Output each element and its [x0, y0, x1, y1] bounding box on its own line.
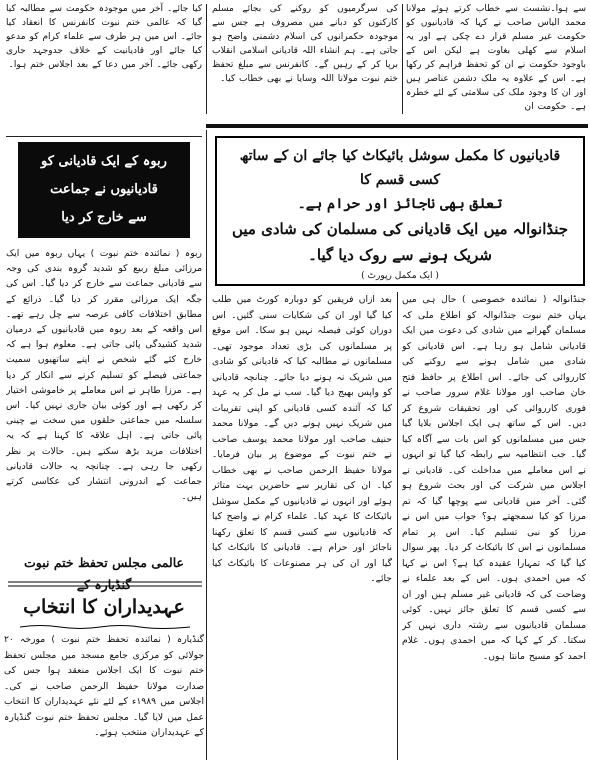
left-article-text: ربوہ ( نمائندہ ختم نبوت ) یہاں ربوہ میں ایک مرزائی مبلغ ربیع کو شدید گروہ بندی کی وجہ سے قادیانی جماعت سے خارج کر دیا گیا۔ اس کی جگہ ایک مرزائی مقرر کر دیا گیا۔ ذرائع کے مطابق اختلافات کافی عرصہ سے چل رہے تھے۔ اس واقعہ کے بعد ربوہ میں قادیانیوں کے درمیان شدید کشیدگی پائی جاتی ہے۔ معلوم ہوا ہے کہ خارج کئے گئے شخص نے اپنے ساتھیوں سمیت جماعتی فیصلے کو تسلیم کرنے سے انکار کر دیا ہے۔ مرزا طاہر نے اس معاملے پر خاموشی اختیار کر رکھی ہے اور کوئی بیان جاری نہیں کیا۔ اس سلسلہ میں جماعتی حلقوں میں سخت بے چینی پائی جاتی ہے۔ اہل علاقہ کا کہنا ہے کہ یہ اختلافات مزید بڑھ سکتے ہیں۔ حالات پر نظر رکھی جا رہی ہے۔ چنانچہ یہ حالات قادیانی جماعت کے اندرونی انتشار کی عکاسی کرتے ہیں۔	[6, 248, 202, 503]
heading-rule-decor	[8, 580, 202, 588]
top-left-text: کیا جائے۔ آخر میں موجودہ حکومت سے مطالبہ کیا گیا کہ عالمی ختم نبوت کانفرنس کا انعقاد کیا جائے۔ اس میں ہر طرف سے علماء کرام کو مدعو کیا جائے اور قادیانیت کے خلاف جدوجہد جاری رکھی جائے۔ آخر میں دعا کے بعد اجلاس ختم ہوا۔	[6, 4, 202, 70]
top-right-text: سے ہوا۔نشست سے خطاب کرتے ہوئے مولانا محمد الیاس صاحب نے کہا کہ قادیانیوں کو حکومت غیر مسلم قرار دے چکی ہے اور یہ اسلام سے کھلی بغاوت ہے لیکن اس کے باوجود حکومت نے ان کو تحفظ فراہم کر رکھا ہے۔ اس کے علاوہ یہ ملک دشمن عناصر ہیں اور ان کا وجود ملک کی سلامتی کے لئے خطرہ ہے۔ حکومت ان	[406, 4, 586, 112]
middle-article	[212, 292, 392, 760]
committee-heading-line-1: عالمی مجلس تحفظ ختم نبوت گنڈیارہ کے	[24, 555, 184, 592]
headline-line-3: جنڈانوالہ میں ایک قادیانی کی مسلمان کی شادی میں	[231, 220, 569, 238]
committee-article	[4, 632, 204, 760]
section-separator	[206, 124, 588, 128]
black-headline-box	[18, 142, 190, 238]
top-middle-text: کی سرگرمیوں کو روکنے کی بجائے مسلم کارکنوں کو دبانے میں مصروف ہے جس سے موجودہ حکمرانوں کی اسلام دشمنی واضح ہو جاتی ہے۔ ہم انشاء اللہ قادیانی اسلامی انقلاب برپا کر کے رہیں گے۔ کانفرنس سے مبلغ تحفظ ختم نبوت مولانا اللہ وسایا نے بھی خطاب کیا۔	[212, 4, 398, 84]
right-article	[402, 292, 586, 760]
column-divider	[206, 130, 207, 760]
left-top-rule	[6, 136, 202, 137]
column-divider	[206, 4, 207, 114]
headline-line-1: قادیانیوں کا مکمل سوشل بائیکاٹ کیا جائے ان کے ساتھ کسی قسم کا	[239, 148, 561, 188]
committee-article-text: گنڈیارہ ( نمائندہ تحفظ ختم نبوت ) مورخہ ۲۰ جولائی کو مرکزی جامع مسجد میں مجلس تحفظ ختم نبوت کا ایک اجلاس منعقد ہوا جس کی صدارت مولانا حفیظ الرحمن صاحب نے کی۔ اجلاس میں ۱۹۸۹ء کے لئے نئے عہدیداران کا انتخاب عمل میں لایا گیا۔ مجلس تحفظ ختم نبوت گنڈیارہ کے عہدیداران منتخب ہوئے۔	[4, 634, 204, 738]
headline-line-2: تعلق بھی ناجائز اور حرام ہے۔	[297, 196, 503, 212]
committee-heading	[4, 552, 204, 596]
top-middle-article	[212, 2, 398, 116]
headline-box	[215, 136, 585, 286]
headline-byline: ( ایک مکمل رپورٹ )	[361, 271, 439, 281]
top-right-article	[406, 2, 586, 116]
committee-heading-line-2: عہدیداران کا انتخاب	[23, 596, 185, 618]
right-article-text: جنڈانوالہ ( نمائندہ خصوصی ) حال ہی میں یہاں ختم نبوت جنڈانوالہ کو اطلاع ملی کہ مسلمان گھرانے میں شادی کی دعوت میں ایک قادیانی شامل ہو رہا ہے۔ اس قادیانی کو شادی میں شامل ہونے سے روکنے کی کارروائی کی جائے۔ اس اطلاع پر حافظ فتح خان صاحب اور مولانا غلام سرور صاحب نے فوری کارروائی کی اور تحقیقات شروع کر دیں۔ اس کے ساتھ ہی ایک اجلاس بلایا گیا جس میں مسلمانوں کو اس بات سے آگاہ کیا گیا۔ جب انتظامیہ سے رابطہ کیا گیا تو انہوں نے اس معاملے میں مداخلت کی۔ قادیانی نے اجلاس میں شرکت کی اور بحث شروع ہو گئی۔ آخر میں قادیانی سے پوچھا گیا کہ تم مرزا کو کیا سمجھتے ہو؟ جواب میں اس نے مرزا کو نبی تسلیم کیا۔ اس پر تمام مسلمانوں نے اس کا بائیکاٹ کر دیا۔ پھر سوال کیا گیا کہ تمہارا عقیدہ کیا ہے؟ اس نے کہا کہ میں احمدی ہوں۔ اس کے بعد علماء نے وضاحت کی کہ قادیانی غیر مسلم ہیں اور ان سے کسی قسم کا تعلق جائز نہیں۔ کوئی مسلمان قادیانیوں سے رشتہ داری نہیں کر سکتا۔ کر کے کہا کہ میں احمدی ہوں۔ غلام احمد کو مسیح مانتا ہوں۔	[402, 294, 586, 662]
column-divider	[397, 292, 398, 760]
black-headline-line-3: سے خارج کر دیا	[61, 210, 147, 225]
black-headline-line-2: قادیانیوں نے جماعت	[50, 182, 158, 197]
headline-line-4: شریک ہونے سے روک دیا گیا۔	[308, 246, 492, 264]
column-divider	[402, 4, 403, 114]
left-article	[6, 246, 202, 546]
middle-article-text: بعد ازاں فریقین کو دوبارہ کورٹ میں طلب کیا گیا اور ان کی شکایات سنی گئیں۔ اس دوران کوئی فیصلہ نہیں ہو سکا۔ اس موقع پر مسلمانوں کی بڑی تعداد موجود تھی۔ مسلمانوں نے مطالبہ کیا کہ قادیانی کو شادی میں شریک نہ ہونے دیا جائے۔ چنانچہ قادیانی کو واپس بھیج دیا گیا۔ سب نے مل کر یہ عہد کیا کہ آئندہ کسی قادیانی کو اپنی تقریبات میں شریک نہیں ہونے دیں گے۔ مولانا محمد حنیف صاحب اور مولانا محمد یوسف صاحب نے ختم نبوت کے موضوع پر بیان فرمایا۔ مولانا حفیظ الرحمن صاحب نے بھی خطاب کیا۔ ان کی تقاریر سے حاضرین بہت متاثر ہوئے اور انہوں نے قادیانیوں کے مکمل سوشل بائیکاٹ کا عہد کیا۔ علماء کرام نے واضح کیا کہ قادیانیوں سے کسی قسم کا تعلق رکھنا ناجائز اور حرام ہے۔ قادیانی کا بائیکاٹ کیا گیا اور ان کی ہر مصنوعات کا بائیکاٹ کیا جائے۔	[212, 294, 392, 584]
subheading-underline	[20, 624, 190, 630]
black-headline-line-1: ربوہ کے ایک قادیانی کو	[41, 154, 167, 169]
committee-subheading	[4, 592, 204, 622]
top-left-article	[6, 2, 202, 116]
